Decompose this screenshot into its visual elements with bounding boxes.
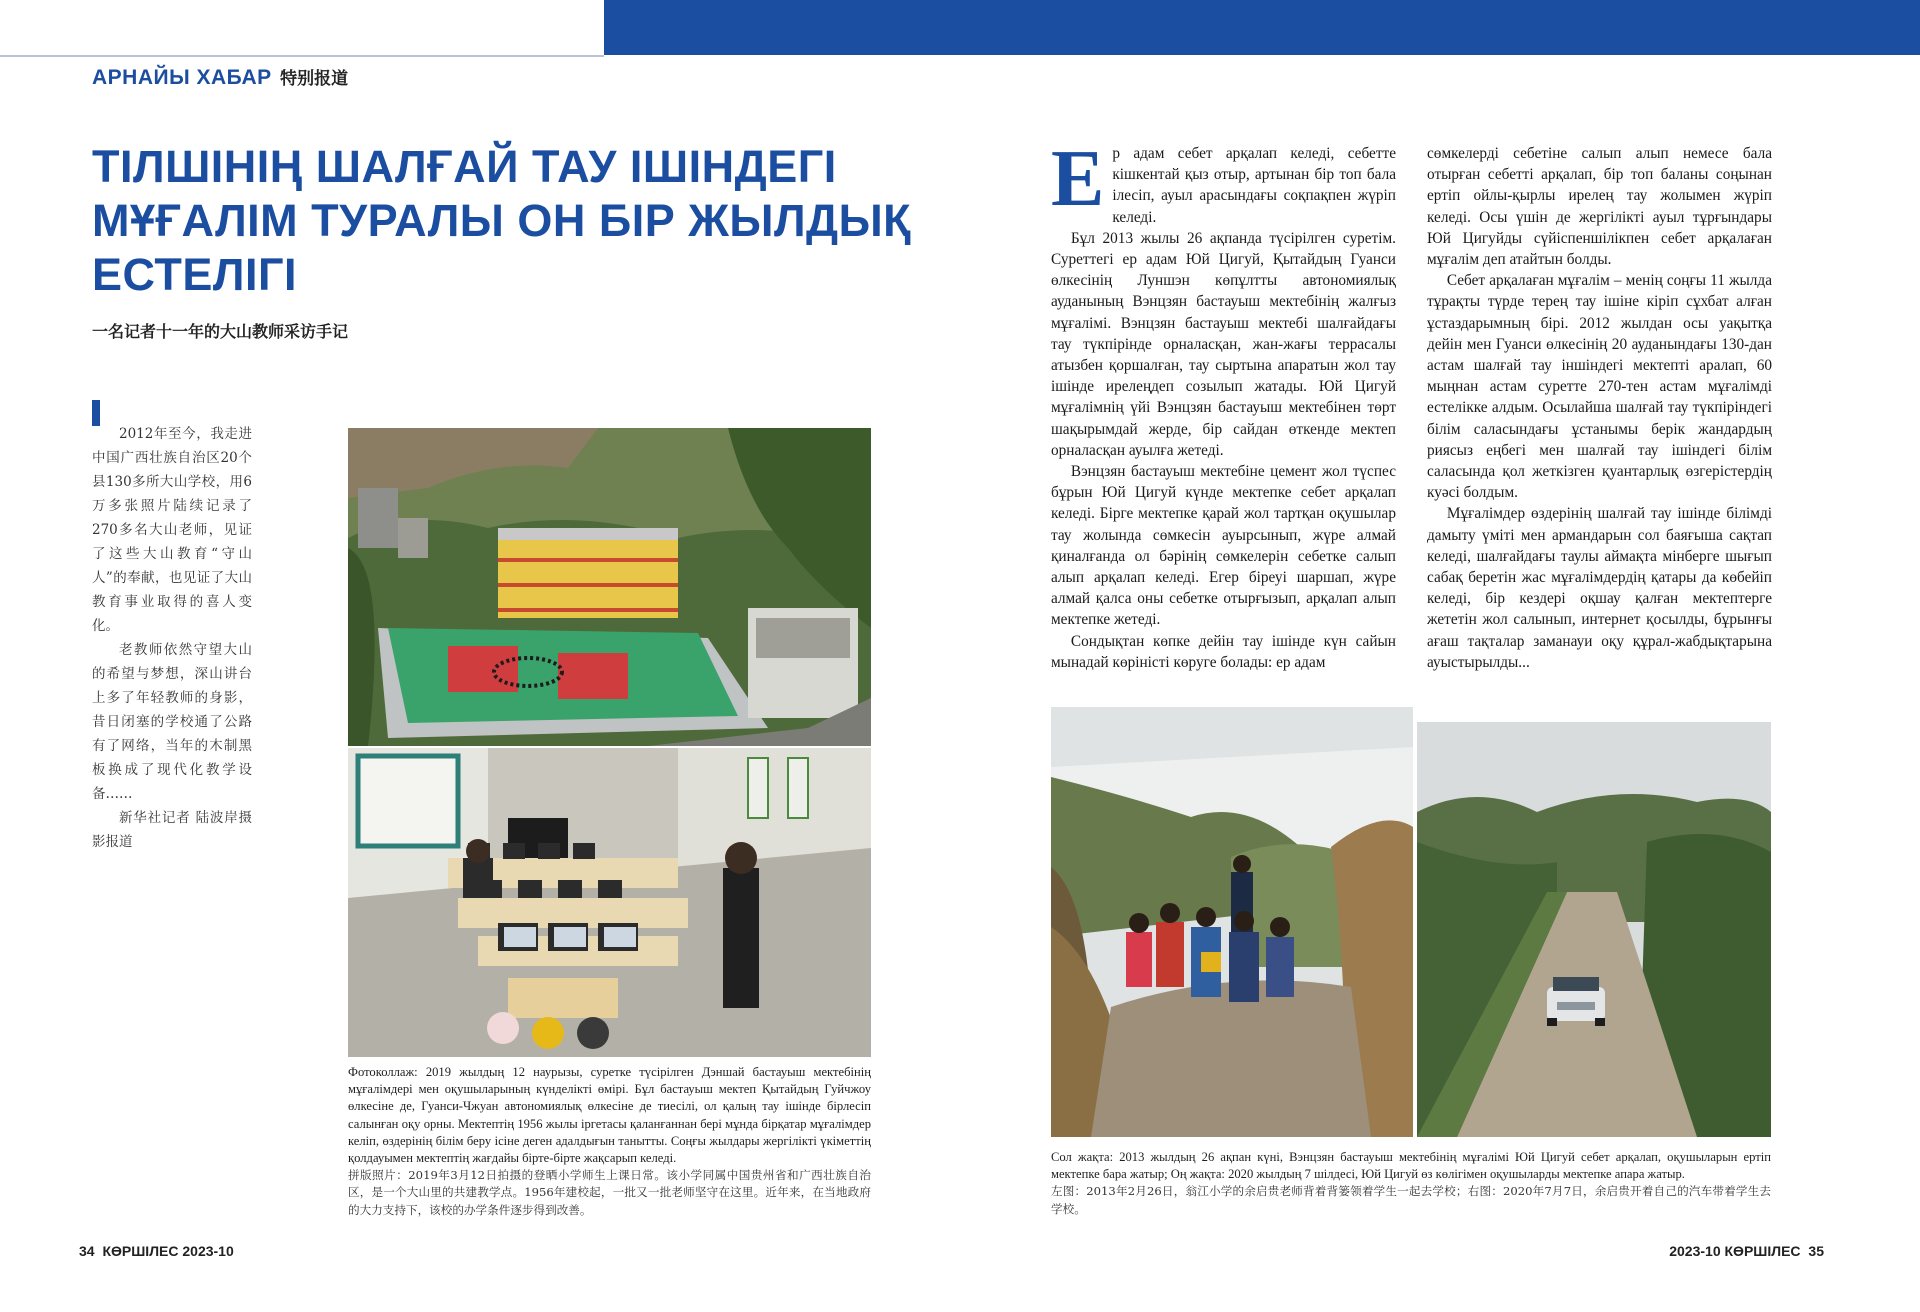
section-label-zh: 特别报道	[280, 69, 349, 88]
body-paragraph-text: р адам себет арқалап келеді, себетте кішкентай қыз отыр, артынан бір топ бала ілесіп, ауыл арасындағы соқпақпен жүріп келеді.	[1112, 145, 1396, 226]
body-paragraph: Бұл 2013 жылы 26 ақпанда түсірілген суретім. Суреттегі ер адам Юй Цигуй, Қытайдың Гуанси өлкесінің Луншэн көпұлтты автономиялық ауданының Вэнцзян бастауыш мектебінің жалғыз мұғалімі. Вэнцзян бастауыш мектебі шалғайдағы тау түкпірінде орналасқан, жан-жағы террасалы атызбен қоршалған, тау сыртына апаратын жол тау ішінде ирелеңдеп созылып жатады. Юй Цигуй мұғалімнің үйі Вэнцзян бастауыш мектебінен төрт шақырымдай жерде, бір сайдан өткенде мектеп орналасқан ауылға жетеді.	[1051, 229, 1396, 459]
intro-paragraph: 老教师依然守望大山的希望与梦想，深山讲台上多了年轻教师的身影，昔日闭塞的学校通了公路有了网络，当年的木制黑板换成了现代化教学设备……	[92, 642, 252, 802]
photo-teacher-car	[1417, 722, 1771, 1137]
issue-right: 2023-10	[1669, 1243, 1721, 1259]
body-paragraph: сөмкелерді себетіне салып алып немесе бала отырған себетті арқалап, бір топ баланы соңынан ертіп ойлы-қырлы ирелең тау жолымен жүріп келеді. Осы үшін де жергілікті ауыл тұрғындары Юй Цигуйды сүйіспеншілікпен себет арқалаған мұғалім деп атайтын болды.	[1427, 145, 1772, 269]
drop-cap: Е	[1051, 135, 1105, 223]
body-paragraph: Сондықтан көпке дейін тау ішінде күн сайын мынадай көріністі көруге болады: ер адам	[1051, 632, 1396, 671]
top-rule-left	[0, 0, 604, 57]
magazine-name-left: КӨРШІЛЕС	[102, 1243, 179, 1259]
photo-teacher-with-children	[1051, 707, 1413, 1137]
caption-right-kz: Сол жақта: 2013 жылдың 26 ақпан күні, Вэнцзян бастауыш мектебінің мұғалімі Юй Цигуй себет арқалап, оқушыларын ертіп мектепке бара жатыр; Оң жақта: 2020 жылдың 7 шілдесі, Юй Цигуй өз көлігімен оқушыларды мектепке апара жатыр.	[1051, 1150, 1771, 1182]
caption-left-zh: 拼版照片：2019年3月12日拍摄的登晒小学师生上课日常。该小学同属中国贵州省和广西壮族自治区，是一个大山里的共建教学点。1956年建校起，一批又一批老师坚守在这里。近年来，在当地政府的大力支持下，该校的办学条件逐步得到改善。	[348, 1168, 871, 1217]
top-color-band	[604, 0, 1920, 55]
photo-school-aerial	[348, 428, 871, 746]
section-label-kz: АРНАЙЫ ХАБАР	[92, 66, 272, 89]
caption-left	[348, 1064, 871, 1219]
body-paragraph: Мұғалімдер өздерінің шалғай тау ішінде білімді дамыту үміті мен армандарын сол баяғыша сақтап келеді, шалғайдағы таулы аймақта мінберге шығып сабақ беретін жас мұғалімдердің қатары да көбейіп келеді, бір кездері оқшау қалған мектептерге жететін жол салынып, интернет қосылды, бұрынғы ағаш тақталар заманауи оқу құрал-жабдықтарына ауыстырылды...	[1427, 505, 1772, 671]
intro-byline: 新华社记者 陆波岸摄影报道	[92, 810, 252, 850]
subtitle: 一名记者十一年的大山教师采访手记	[92, 322, 349, 341]
page-number-left: 34	[79, 1243, 95, 1259]
title-line: ТІЛШІНІҢ ШАЛҒАЙ ТАУ ІШІНДЕГІ	[92, 141, 837, 192]
page-title	[92, 140, 912, 302]
body-paragraph: Себет арқалаған мұғалім – менің соңғы 11 жылда тұрақты түрде терең тау ішіне кіріп сұхбат алған ұстаздарымның бірі. 2012 жылдан осы уақытқа дейін мен Гуанси өлкесінің 20 ауданындағы 130-дан астам шалғай тау іншіндегі мектепті аралап, 60 мыңнан астам суретте 270-тен астам мұғалімді естелікке алдым. Осылайша шалғай тау түкпіріндегі білім саласындағы ұстанымы берік жандардың риясыз еңбегі мен шалғай тау ішіндегі білім саласында қол жеткізген қуантарлық өзгерістердің куәсі болдым.	[1427, 272, 1772, 502]
body-paragraph: Вэнцзян бастауыш мектебіне цемент жол түспес бұрын Юй Цигуй күнде мектепке себет арқалап келеді. Бірге мектепке қарай жол тартқан оқушылар тау жолында сөмкесін ауырсынып, жүре алмай қиналғанда ол бәрінің сөмкелерін себетке салып алып арқалап келеді. Егер біреуі шаршап, жүре алмай қалса оны себетке отырғызып, арқалап алып мектепке жетеді.	[1051, 463, 1396, 629]
title-line: МҰҒАЛІМ ТУРАЛЫ ОН БІР ЖЫЛДЫҚ	[92, 195, 912, 246]
folio-left	[75, 1243, 234, 1259]
intro-text	[92, 422, 252, 854]
body-column-1	[1051, 135, 1396, 673]
intro-paragraph: 2012年至今，我走进中国广西壮族自治区20个县130多所大山学校，用6万多张照片陆续记录了270多名大山老师，见证了这些大山教育“守山人”的奉献，也见证了大山教育事业取得的喜人变化。	[92, 426, 252, 634]
caption-right	[1051, 1149, 1771, 1218]
caption-right-zh: 左图：2013年2月26日，翁江小学的余启贵老师背着背篓领着学生一起去学校；右图：2020年7月7日，余启贵开着自己的汽车带着学生去学校。	[1051, 1184, 1771, 1216]
body-column-2	[1427, 143, 1772, 673]
folio-right	[1669, 1243, 1828, 1259]
caption-left-kz: Фотоколлаж: 2019 жылдың 12 наурызы, суретке түсірілген Дэншай бастауыш мектебінің мұғалімдері мен оқушыларының күнделікті өмірі. Бұл бастауыш мектеп Қытайдың Гуйчжоу өлкесіне де, Гуанси-Чжуан автономиялық өлкесіне де тиесілі, ол қалың тау ішінде бірлесіп салынған оқу орны. Мектептің 1956 жылы іргетасы қаланғаннан бері мұнда бірқатар мұғалімдер келіп, өздерінің білім беру ісіне деген адалдығын танытты. Соңғы жылдары жергілікті үкіметтің қолдауымен мектептің жағдайы бірте-бірте жақсарып келеді.	[348, 1065, 871, 1166]
issue-left: 2023-10	[182, 1243, 234, 1259]
photo-classroom	[348, 748, 871, 1057]
body-paragraph	[1051, 135, 1396, 228]
title-line: ЕСТЕЛІГІ	[92, 249, 297, 300]
magazine-name-right: КӨРШІЛЕС	[1724, 1243, 1801, 1259]
page-number-right: 35	[1808, 1243, 1824, 1259]
section-label	[92, 64, 348, 90]
